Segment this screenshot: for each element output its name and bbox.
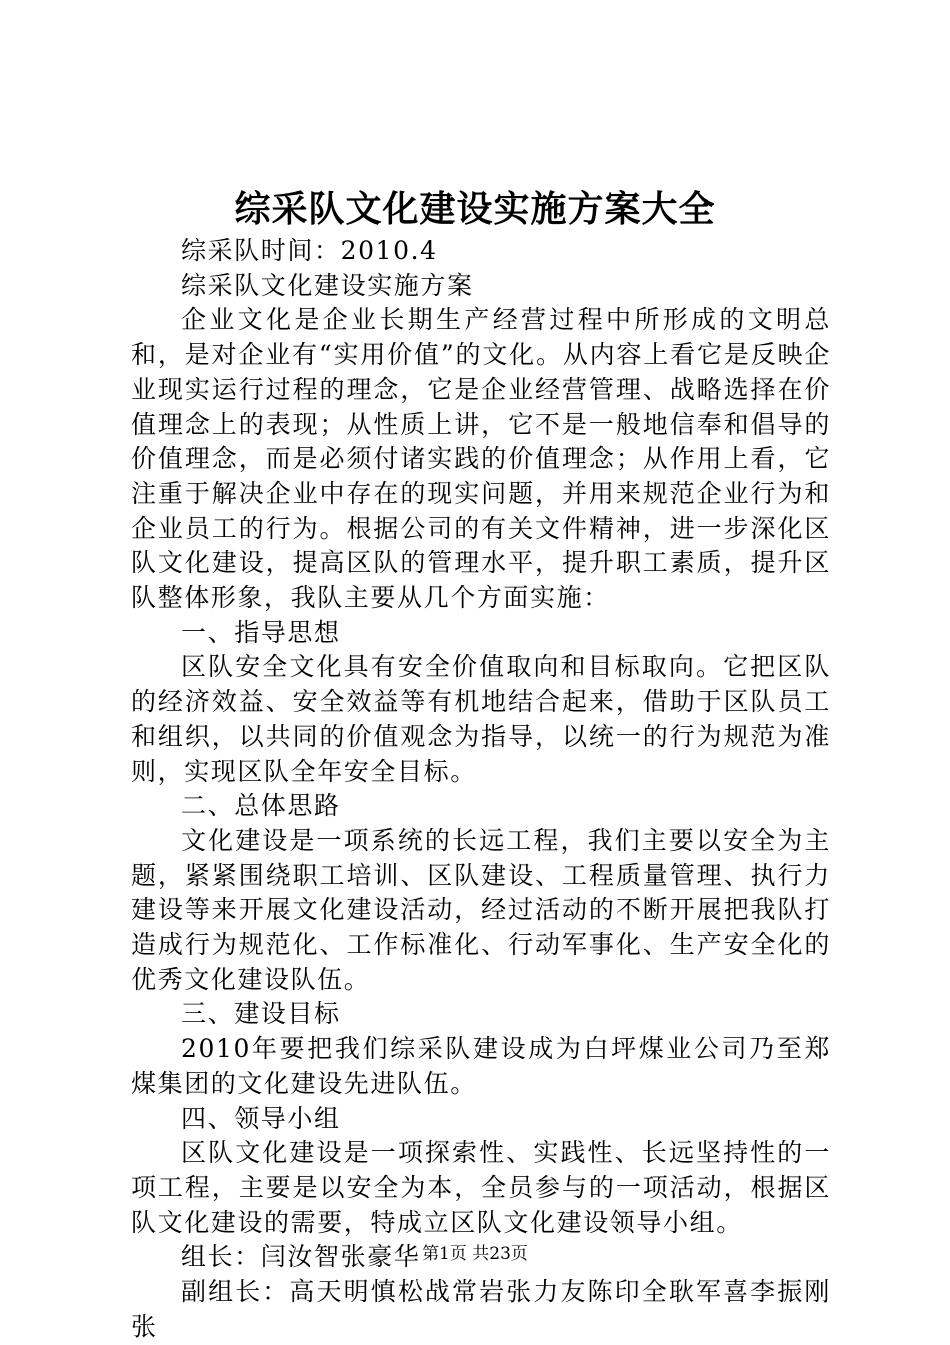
document-title: 综采队文化建设实施方案大全 (234, 188, 716, 230)
heading-construction-goal: 三、建设目标 (181, 999, 341, 1029)
heading-overall-approach: 二、总体思路 (181, 791, 341, 821)
page-footer: 第1页 共23页 (422, 1244, 528, 1264)
document-body (131, 234, 831, 1345)
paragraph-deputy-leader: 副组长：高天明慎松战常岩张力友陈印全耿军喜李振刚张 (131, 1277, 831, 1341)
paragraph-leadership-group: 区队文化建设是一项探索性、实践性、长远坚持性的一项工程，主要是以安全为本，全员参与的一项活动，根据区队文化建设的需要，特成立区队文化建设领导小组。 (131, 1138, 831, 1237)
paragraph-group-leader: 组长：闫汝智张豪华 (181, 1242, 421, 1272)
paragraph-date: 综采队时间：2010.4 (181, 236, 438, 265)
paragraph-subtitle: 综采队文化建设实施方案 (181, 270, 474, 300)
paragraph-overall-approach: 文化建设是一项系统的长远工程，我们主要以安全为主题，紧紧围绕职工培训、区队建设、工程质量管理、执行力建设等来开展文化建设活动，经过活动的不断开展把我队打造成行为规范化、工作标准化、行动军事化、生产安全化的优秀文化建设队伍。 (131, 825, 831, 994)
heading-leadership-group: 四、领导小组 (181, 1103, 341, 1133)
paragraph-intro: 企业文化是企业长期生产经营过程中所形成的文明总和，是对企业有“实用价值”的文化。从内容上看它是反映企业现实运行过程的理念，它是企业经营管理、战略选择在价值理念上的表现；从性质上讲，它不是一般地信奉和倡导的价值理念，而是必须付诸实践的价值理念；从作用上看，它注重于解决企业中存在的现实问题，并用来规范企业行为和企业员工的行为。根据公司的有关文件精神，进一步深化区队文化建设，提高区队的管理水平，提升职工素质，提升区队整体形象，我队主要从几个方面实施： (131, 305, 831, 613)
paragraph-construction-goal: 2010年要把我们综采队建设成为白坪煤业公司乃至郑煤集团的文化建设先进队伍。 (131, 1034, 831, 1098)
heading-guiding-ideology: 一、指导思想 (181, 617, 341, 647)
paragraph-guiding-ideology: 区队安全文化具有安全价值取向和目标取向。它把区队的经济效益、安全效益等有机地结合起来，借助于区队员工和组织，以共同的价值观念为指导，以统一的行为规范为准则，实现区队全年安全目标。 (131, 652, 831, 786)
